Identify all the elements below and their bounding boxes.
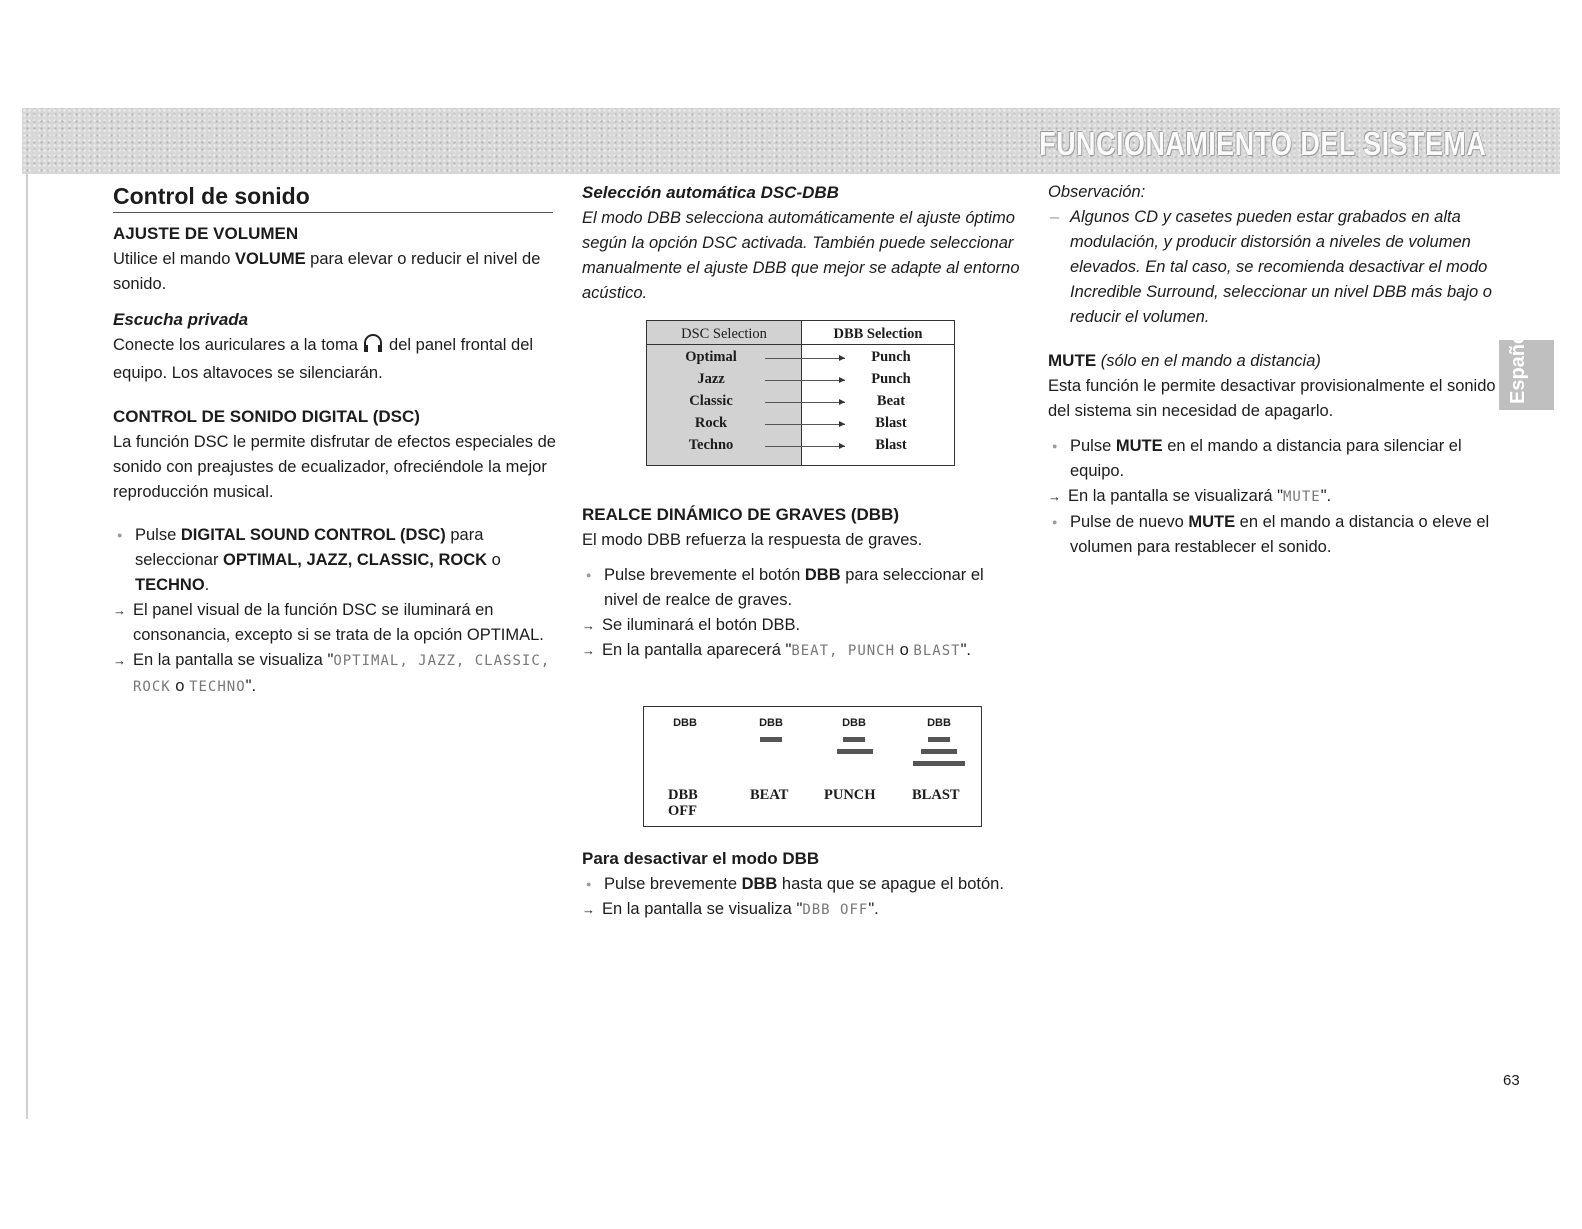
- dbb-level-bar: [837, 749, 873, 754]
- dbb-level-bar: [921, 749, 957, 754]
- note-label: Observación:: [1048, 183, 1146, 201]
- section-title: Control de sonido: [113, 183, 310, 209]
- left-margin-rule: [26, 174, 28, 1119]
- dbb-off-heading: Para desactivar el modo DBB: [582, 849, 820, 868]
- table-header-dbb: DBB Selection: [833, 326, 923, 342]
- dbb-mode-label: PUNCH: [824, 787, 876, 803]
- dbb-mode-label: DBB OFF: [668, 787, 698, 819]
- dbb-mode-label: BEAT: [750, 787, 789, 803]
- dbb-bullet: ● Pulse brevemente el botón DBB para seleccionar el nivel de realce de graves.: [582, 563, 1022, 613]
- dbb-level-bar: [928, 737, 950, 742]
- headphones-icon: [362, 333, 384, 361]
- table-row-dbb: Blast: [875, 415, 907, 431]
- dbb-arrow-note-2: → En la pantalla aparecerá "BEAT, PUNCH o BLAST".: [582, 638, 1022, 664]
- dsc-dbb-table: [646, 320, 955, 466]
- dbb-level-bar: [843, 737, 865, 742]
- table-row-dsc: Optimal: [685, 349, 737, 365]
- auto-dsc-dbb-heading: Selección automática DSC-DBB: [582, 183, 839, 202]
- dsc-paragraph: La función DSC le permite disfrutar de efectos especiales de sonido con preajustes de ecualizador, ofreciéndole la mejor reproducción musical.: [113, 433, 556, 501]
- column-right: [1048, 180, 1498, 560]
- private-listening-heading: Escucha privada: [113, 310, 249, 329]
- dbb-level-bar: [913, 761, 965, 766]
- dsc-bullet: ● Pulse DIGITAL SOUND CONTROL (DSC) para seleccionar OPTIMAL, JAZZ, CLASSIC, ROCK o TECHNO.: [113, 523, 558, 598]
- volume-paragraph: Utilice el mando VOLUME para elevar o reducir el nivel de sonido.: [113, 250, 541, 293]
- mute-heading: MUTE (sólo en el mando a distancia): [1048, 351, 1321, 370]
- dbb-arrow-note-1: → Se iluminará el botón DBB.: [582, 613, 1022, 638]
- auto-dsc-dbb-paragraph: El modo DBB selecciona automáticamente el ajuste óptimo según la opción DSC activada. También puede seleccionar manualmente el ajuste DBB que mejor se adapte al entorno acústico.: [582, 209, 1020, 302]
- table-row-dsc: Jazz: [697, 371, 725, 387]
- mute-bullet-1: ● Pulse MUTE en el mando a distancia para silenciar el equipo.: [1048, 434, 1498, 484]
- column-middle-dbb: [582, 502, 1022, 664]
- table-row-dbb: Blast: [875, 437, 907, 453]
- table-row-dsc: Techno: [688, 437, 734, 453]
- dsc-arrow-note-1: → El panel visual de la función DSC se iluminará en consonancia, excepto si se trata de la opción OPTIMAL.: [113, 598, 558, 648]
- language-side-tab-label: Español: [1507, 326, 1529, 404]
- table-row-dsc: Classic: [689, 393, 733, 409]
- section-divider: [113, 212, 553, 213]
- table-header-dsc: DSC Selection: [681, 326, 767, 342]
- table-row-dbb: Punch: [871, 371, 911, 387]
- mute-bullet-2: ● Pulse de nuevo MUTE en el mando a distancia o eleve el volumen para restablecer el sonido.: [1048, 510, 1498, 560]
- dbb-level-bar: [760, 737, 782, 742]
- dbb-paragraph: El modo DBB refuerza la respuesta de graves.: [582, 531, 923, 549]
- dbb-indicator-label: DBB: [842, 717, 866, 729]
- dbb-mode-label: BLAST: [912, 787, 960, 803]
- page-header-title: FUNCIONAMIENTO DEL SISTEMA: [1038, 125, 1486, 162]
- dsc-arrow-note-2: → En la pantalla se visualiza "OPTIMAL, JAZZ, CLASSIC, ROCK o TECHNO".: [113, 648, 558, 700]
- mute-arrow-note: → En la pantalla se visualizará "MUTE".: [1048, 484, 1498, 510]
- dbb-heading: REALCE DINÁMICO DE GRAVES (DBB): [582, 505, 900, 524]
- dbb-off-arrow-note: → En la pantalla se visualiza "DBB OFF".: [582, 897, 1022, 923]
- dbb-indicator-label: DBB: [673, 717, 697, 729]
- note-text: – Algunos CD y casetes pueden estar grabados en alta modulación, y producir distorsión a niveles de volumen elevados. En tal caso, se recomienda desactivar el modo Incredible Surround, seleccionar un nivel DBB más bajo o reducir el volumen.: [1048, 205, 1498, 330]
- dbb-indicator-label: DBB: [759, 717, 783, 729]
- dsc-heading: CONTROL DE SONIDO DIGITAL (DSC): [113, 407, 420, 426]
- dbb-level-diagram: [643, 706, 982, 827]
- column-middle-dbb-off: [582, 846, 1022, 923]
- volume-heading: AJUSTE DE VOLUMEN: [113, 224, 299, 243]
- page-number: 63: [1503, 1072, 1520, 1089]
- table-row-dsc: Rock: [694, 415, 728, 431]
- table-row-dbb: Punch: [871, 349, 911, 365]
- dbb-off-bullet: ● Pulse brevemente DBB hasta que se apague el botón.: [582, 872, 1022, 897]
- private-listening-paragraph: Conecte los auriculares a la toma del panel frontal del equipo. Los altavoces se silenciarán.: [113, 333, 558, 386]
- table-row-dbb: Beat: [876, 393, 906, 409]
- dbb-indicator-label: DBB: [927, 717, 951, 729]
- mute-paragraph: Esta función le permite desactivar provisionalmente el sonido del sistema sin necesidad de apagarlo.: [1048, 377, 1496, 420]
- column-middle: [582, 180, 1022, 306]
- column-left: [113, 180, 558, 700]
